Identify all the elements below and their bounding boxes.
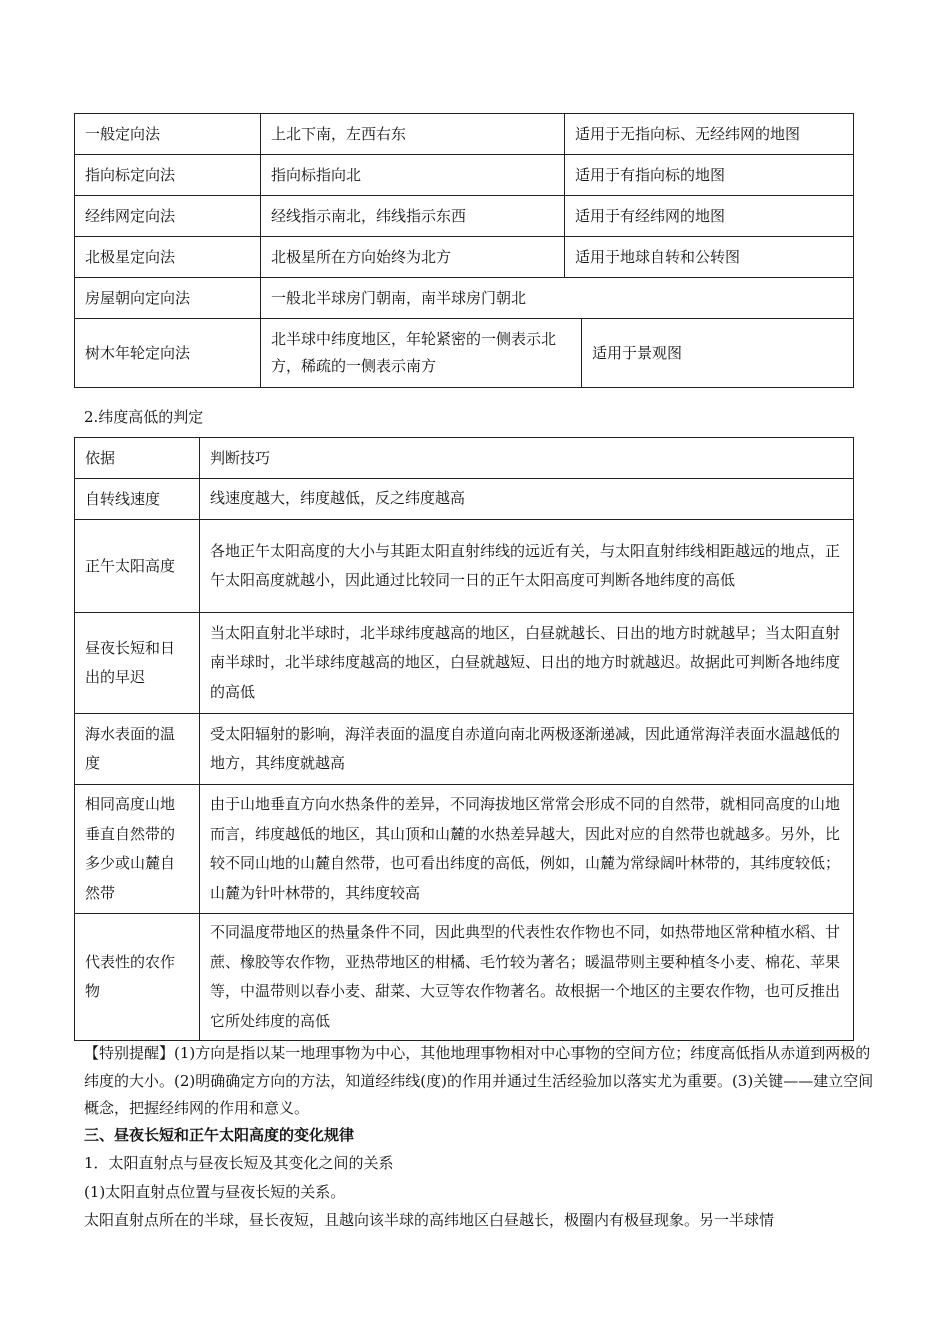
table-row <box>75 155 854 196</box>
table-header-cell: 判断技巧 <box>200 438 854 479</box>
table-cell: 受太阳辐射的影响，海洋表面的温度自赤道向南北两极逐渐递减，因此通常海洋表面水温越低的地方，其纬度就越高 <box>200 714 854 785</box>
table-cell: 经线指示南北，纬线指示东西 <box>261 196 565 237</box>
table-cell: 自转线速度 <box>75 479 200 520</box>
table-cell: 正午太阳高度 <box>75 520 200 613</box>
table-header-cell: 依据 <box>75 438 200 479</box>
table-cell: 适用于无指向标、无经纬网的地图 <box>565 114 854 155</box>
table-cell: 上北下南，左西右东 <box>261 114 565 155</box>
table-cell: 不同温度带地区的热量条件不同，因此典型的代表性农作物也不同，如热带地区常种植水稻、甘蔗、橡胶等农作物，亚热带地区的柑橘、毛竹较为著名；暖温带则主要种植冬小麦、棉花、苹果等，中温带则以春小麦、甜菜、大豆等农作物著名。故根据一个地区的主要农作物，也可反推出它所处纬度的高低 <box>200 914 854 1041</box>
table-row <box>75 479 854 520</box>
table-cell: 树木年轮定向法 <box>75 319 261 388</box>
table-row <box>75 319 854 388</box>
subheading: (1)太阳直射点位置与昼夜长短的关系。 <box>84 1183 346 1201</box>
table-cell: 适用于有经纬网的地图 <box>565 196 854 237</box>
body-text: 太阳直射点所在的半球，昼长夜短，且越向该半球的高纬地区白昼越长，极圈内有极昼现象。另一半球情 <box>84 1211 775 1229</box>
table-row <box>75 196 854 237</box>
table-row <box>75 714 854 785</box>
table-cell: 当太阳直射北半球时，北半球纬度越高的地区，白昼就越长、日出的地方时就越早；当太阳直射南半球时，北半球纬度越高的地区，白昼就越短、日出的地方时就越迟。故据此可判断各地纬度的高低 <box>200 613 854 714</box>
table-row <box>75 914 854 1041</box>
table-cell: 由于山地垂直方向水热条件的差异，不同海拔地区常常会形成不同的自然带，就相同高度的山地而言，纬度越低的地区，其山顶和山麓的水热差异越大，因此对应的自然带也就越多。另外，比较不同山地的山麓自然带，也可看出纬度的高低，例如，山麓为常绿阔叶林带的，其纬度较低；山麓为针叶林带的，其纬度较高 <box>200 785 854 914</box>
table-row <box>75 114 854 155</box>
section-heading: 三、昼夜长短和正午太阳高度的变化规律 <box>84 1126 355 1144</box>
table-cell: 线速度越大，纬度越低，反之纬度越高 <box>200 479 854 520</box>
table-cell: 房屋朝向定向法 <box>75 278 261 319</box>
table-cell: 一般定向法 <box>75 114 261 155</box>
table-cell: 各地正午太阳高度的大小与其距太阳直射纬线的远近有关，与太阳直射纬线相距越远的地点，正午太阳高度就越小，因此通过比较同一日的正午太阳高度可判断各地纬度的高低 <box>200 520 854 613</box>
table-row <box>75 613 854 714</box>
table-cell: 北半球中纬度地区，年轮紧密的一侧表示北方，稀疏的一侧表示南方 <box>261 319 582 388</box>
table-cell: 指向标定向法 <box>75 155 261 196</box>
table-cell: 一般北半球房门朝南，南半球房门朝北 <box>261 278 854 319</box>
table-cell: 昼夜长短和日出的早迟 <box>75 613 200 714</box>
table-cell: 指向标指向北 <box>261 155 565 196</box>
table-header-row <box>75 438 854 479</box>
table-row <box>75 278 854 319</box>
table-cell: 海水表面的温度 <box>75 714 200 785</box>
table-row <box>75 520 854 613</box>
table-cell: 适用于有指向标的地图 <box>565 155 854 196</box>
special-note: 【特别提醒】(1)方向是指以某一地理事物为中心，其他地理事物相对中心事物的空间方位；纬度高低指从赤道到两极的纬度的大小。(2)明确确定方向的方法，知道经纬线(度)的作用并通过生活经验加以落实尤为重要。(3)关键——建立空间概念，把握经纬网的作用和意义。 <box>84 1044 874 1117</box>
table-cell: 相同高度山地垂直自然带的多少或山麓自然带 <box>75 785 200 914</box>
table-cell: 北极星所在方向始终为北方 <box>261 237 565 278</box>
table-cell: 经纬网定向法 <box>75 196 261 237</box>
table-cell: 代表性的农作物 <box>75 914 200 1041</box>
table-row <box>75 237 854 278</box>
table-caption: 2.纬度高低的判定 <box>84 408 204 426</box>
table-cell: 北极星定向法 <box>75 237 261 278</box>
direction-methods-table <box>74 113 854 388</box>
subheading: 1．太阳直射点与昼夜长短及其变化之间的关系 <box>84 1154 394 1172</box>
latitude-table <box>74 437 854 1041</box>
table-cell: 适用于地球自转和公转图 <box>565 237 854 278</box>
table-cell: 适用于景观图 <box>582 319 854 388</box>
table-row <box>75 785 854 914</box>
